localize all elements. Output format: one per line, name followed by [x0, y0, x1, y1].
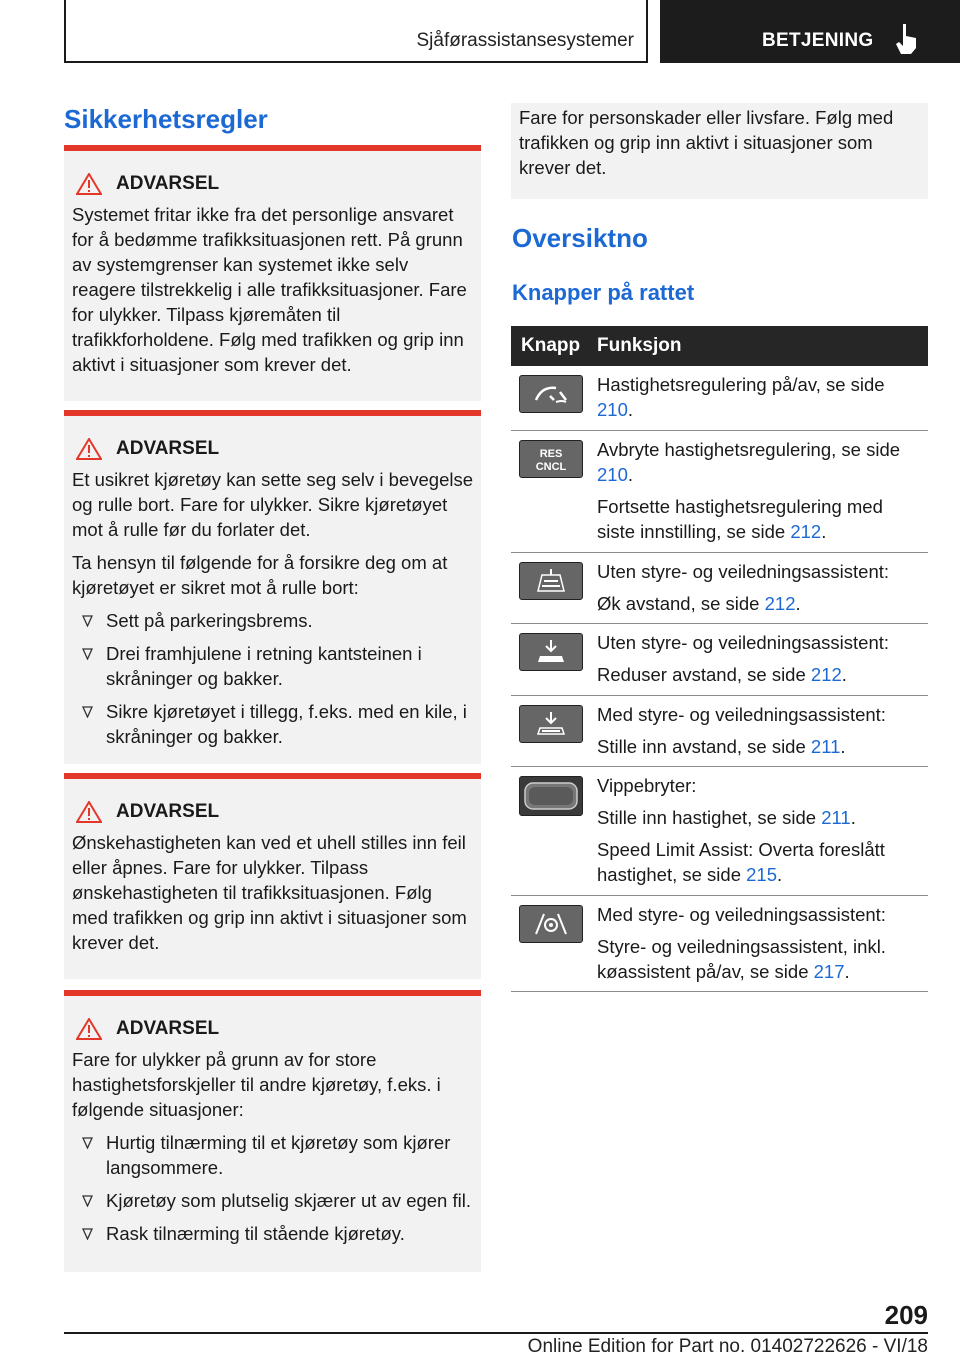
warning-label: ADVARSEL [116, 173, 220, 194]
warning-triangle-icon [76, 801, 102, 823]
row-text: Stille inn avstand, se side 211. [597, 736, 846, 757]
hand-pointer-icon [892, 22, 922, 56]
chapter-title: BETJENING [762, 30, 874, 51]
page-link[interactable]: 215 [746, 864, 777, 885]
distance-decrease-icon [519, 633, 583, 671]
header-chapter-tab[interactable] [660, 0, 960, 63]
bullet-triangle-icon [82, 1137, 93, 1149]
table-header [511, 326, 928, 366]
warning-box [64, 410, 481, 764]
row-text: Med styre- og veiledningsassistent: [597, 704, 886, 725]
header-section-box [64, 0, 648, 63]
subsection-heading: Knapper på rattet [512, 280, 695, 305]
column-header-function: Funksjon [597, 335, 682, 356]
page-link[interactable]: 212 [790, 521, 822, 542]
table-row [511, 696, 928, 767]
table-row [511, 896, 928, 992]
page-link[interactable]: 210 [597, 464, 628, 485]
edition-text: Online Edition for Part no. 01402722626 - VI/18 [527, 1336, 928, 1357]
warning-label: ADVARSEL [116, 801, 220, 822]
row-text: Hastighetsregulering på/av, se side 210. [597, 374, 885, 420]
warning-text: Fare for personskader eller livsfare. Følg med trafikken og grip inn aktivt i situasjoner som krever det. [519, 107, 894, 178]
list-item: Kjøretøy som plutselig skjærer ut av egen fil. [72, 1188, 473, 1213]
page-link[interactable]: 212 [764, 593, 796, 614]
row-text: Reduser avstand, se side 212. [597, 664, 847, 685]
row-text: Med styre- og veiledningsassistent: [597, 904, 886, 925]
row-text: Stille inn hastighet, se side 211. [597, 807, 856, 828]
warning-text: Ønskehastigheten kan ved et uhell stilles inn feil eller åpnes. Fare for ulykker. Tilpass ønskehastigheten til trafikksituasjonen. Følg med trafikken og grip inn aktivt i situasjoner som krever det. [72, 832, 467, 953]
table-row [511, 624, 928, 696]
list-item: Hurtig tilnærming til et kjøretøy som kjører langsommere. [72, 1130, 473, 1180]
warning-triangle-icon [76, 173, 102, 195]
page-link[interactable]: 212 [810, 664, 842, 685]
table-row [511, 431, 928, 553]
row-text: Uten styre- og veiledningsassistent: [597, 561, 890, 582]
bullet-triangle-icon [82, 615, 93, 627]
table-row [511, 366, 928, 431]
res-cncl-icon [519, 440, 583, 478]
page-link[interactable]: 211 [810, 736, 841, 757]
row-text: Uten styre- og veiledningsassistent: [597, 632, 890, 653]
distance-set-icon [519, 705, 583, 743]
left-column [64, 100, 481, 138]
page-link[interactable]: 217 [813, 961, 845, 982]
row-text: Vippebryter: [597, 775, 697, 796]
row-text: Fortsette hastighetsregulering med siste innstilling, se side 212. [597, 496, 883, 542]
list-item: Rask tilnærming til stående kjøretøy. [72, 1221, 473, 1246]
bullet-triangle-icon [82, 706, 93, 718]
list-item: Sett på parkeringsbrems. [72, 608, 473, 633]
bullet-triangle-icon [82, 1195, 93, 1207]
row-text: Speed Limit Assist: Overta foreslått hastighet, se side 215. [597, 839, 885, 885]
warning-text: Et usikret kjøretøy kan sette seg selv i bevegelse og rulle bort. Fare for ulykker. Sikre kjøretøyet mot å rulle før du forlater det. [72, 469, 474, 540]
warning-box [64, 990, 481, 1272]
page-title: Sikkerhetsregler [64, 104, 268, 134]
distance-increase-icon [519, 562, 583, 600]
cruise-control-icon [519, 375, 583, 413]
warning-text: Systemet fritar ikke fra det personlige ansvaret for å bedømme trafikksituasjonen rett. På grunn av systemgrenser kan systemet ikke selv reagere tilstrekkelig i alle trafikksituasjoner. Fare for ulykker. Tilpass kjøremåten til trafikkforholdene. Følg med trafikken og grip inn aktivt i situasjoner som krever det. [72, 204, 467, 375]
warning-text: Fare for ulykker på grunn av for store hastighetsforskjeller til andre kjøretøy, f.eks. i følgende situasjoner: [72, 1049, 441, 1120]
page-link[interactable]: 211 [821, 807, 851, 828]
page-number: 209 [884, 1300, 928, 1330]
row-text: Avbryte hastighetsregulering, se side 210. [597, 439, 901, 485]
row-text: Styre- og veiledningsassistent, inkl. køassistent på/av, se side 217. [597, 936, 886, 982]
buttons-table [511, 326, 928, 992]
page-link[interactable]: 210 [597, 399, 628, 420]
footer-divider [64, 1332, 928, 1334]
bullet-triangle-icon [82, 1228, 93, 1240]
warning-triangle-icon [76, 1018, 102, 1040]
warning-box [64, 145, 481, 401]
section-heading: Oversiktno [512, 223, 648, 253]
table-row [511, 767, 928, 896]
warning-label: ADVARSEL [116, 1018, 220, 1039]
section-title: Sjåførassistansesystemer [416, 30, 634, 51]
row-text: Øk avstand, se side 212. [597, 593, 801, 614]
warning-continuation [511, 103, 928, 199]
rocker-switch-icon [519, 776, 583, 816]
list-item: Sikre kjøretøyet i tillegg, f.eks. med en kile, i skråninger og bakker. [72, 699, 473, 749]
steering-assist-icon [519, 905, 583, 943]
warning-box [64, 773, 481, 979]
warning-triangle-icon [76, 438, 102, 460]
warning-text: Ta hensyn til følgende for å forsikre deg om at kjøretøyet er sikret mot å rulle bort: [72, 552, 448, 598]
warning-label: ADVARSEL [116, 438, 220, 459]
bullet-triangle-icon [82, 648, 93, 660]
svg-text:CNCL: CNCL [535, 461, 567, 473]
column-header-button: Knapp [521, 335, 581, 356]
list-item: Drei framhjulene i retning kantsteinen i skråninger og bakker. [72, 641, 473, 691]
table-row [511, 553, 928, 624]
svg-text:RES: RES [539, 448, 563, 460]
